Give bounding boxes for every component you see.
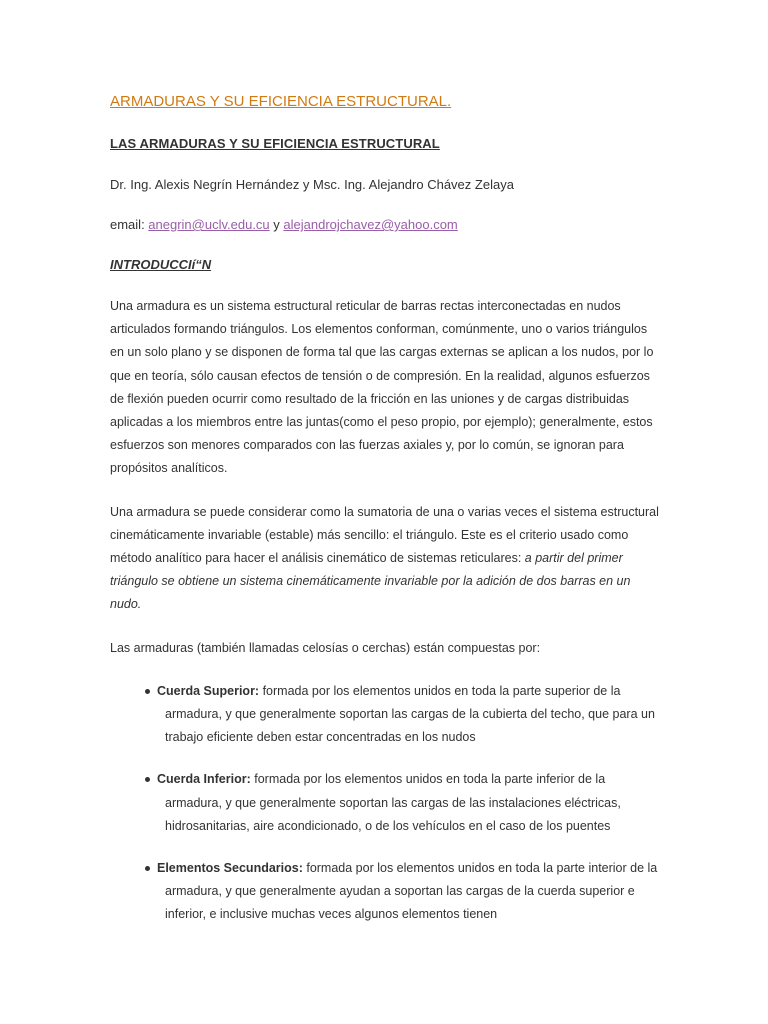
bullet-icon [145, 689, 150, 694]
list-item-text: formada por los elementos unidos en toda la parte inferior de la armadura, y que generalmente soportan las cargas de las instalaciones eléctricas, hidrosanitarias, aire acondicionado, o de los vehículos en el caso de los puentes [165, 772, 621, 833]
sub-title: LAS ARMADURAS Y SU EFICIENCIA ESTRUCTURAL [110, 136, 440, 151]
list-item-term: Cuerda Inferior: [157, 772, 251, 787]
main-title: ARMADURAS Y SU EFICIENCIA ESTRUCTURAL. [110, 93, 452, 110]
email-link-chavez[interactable]: alejandrojchavez@yahoo.com [283, 217, 458, 232]
bullet-icon [145, 866, 150, 871]
list-item-term: Elementos Secundarios: [157, 861, 303, 876]
list-item-text: formada por los elementos unidos en toda la parte superior de la armadura, y que generalmente soportan las cargas de la cubierta del techo, que para un trabajo eficiente deben estar concentradas en los nudos [165, 683, 655, 745]
list-item-term: Cuerda Superior: [157, 683, 260, 698]
list-item [110, 680, 660, 750]
email-line [110, 215, 660, 235]
email-connector: y [269, 217, 284, 232]
bullet-icon [145, 777, 150, 782]
paragraph-2-text: Una armadura se puede considerar como la sumatoria de una o varias veces el sistema estructural cinemáticamente invariable (estable) más sencillo: el triángulo. Este es el criterio usado como método analítico para hacer el análisis cinemático de sistemas reticulares: [110, 504, 659, 566]
list-item-text: formada por los elementos unidos en toda la parte interior de la armadura, y que generalmente ayudan a soportan las cargas de la cuerda superior e inferior, e inclusive muchas veces algunos elementos tienen [165, 861, 658, 922]
document-content [110, 92, 660, 946]
email-link-anegrin[interactable]: anegrin@uclv.edu.cu [148, 217, 270, 232]
section-heading-introduccion: INTRODUCCIí“N [110, 257, 212, 272]
components-list [110, 680, 660, 927]
list-item [110, 857, 660, 927]
paragraph-3: Las armaduras (también llamadas celosías o cerchas) están compuestas por: [110, 640, 541, 655]
paragraph-2 [110, 501, 660, 617]
paragraph-2-italic: a partir del primer triángulo se obtiene un sistema cinemáticamente invariable por la adición de dos barras en un nudo. [110, 551, 631, 612]
list-item [110, 768, 660, 838]
authors-line: Dr. Ing. Alexis Negrín Hernández y Msc. Ing. Alejandro Chávez Zelaya [110, 177, 514, 192]
paragraph-1: Una armadura es un sistema estructural reticular de barras rectas interconectadas en nudos articulados formando triángulos. Los elementos conforman, comúnmente, uno o varios triángulos en un solo plano y se disponen de forma tal que las cargas externas se aplican a los nudos, por lo que en teoría, sólo causan efectos de tensión o de compresión. En la realidad, algunos esfuerzos de flexión pueden ocurrir como resultado de la fricción en las uniones y de cargas distribuidas aplicadas a los miembros entre las juntas(como el peso propio, por ejemplo); generalmente, estos esfuerzos son menores comparados con las fuerzas axiales y, por lo común, se ignoran para propósitos analíticos. [110, 299, 654, 476]
email-label: email: [110, 217, 149, 232]
